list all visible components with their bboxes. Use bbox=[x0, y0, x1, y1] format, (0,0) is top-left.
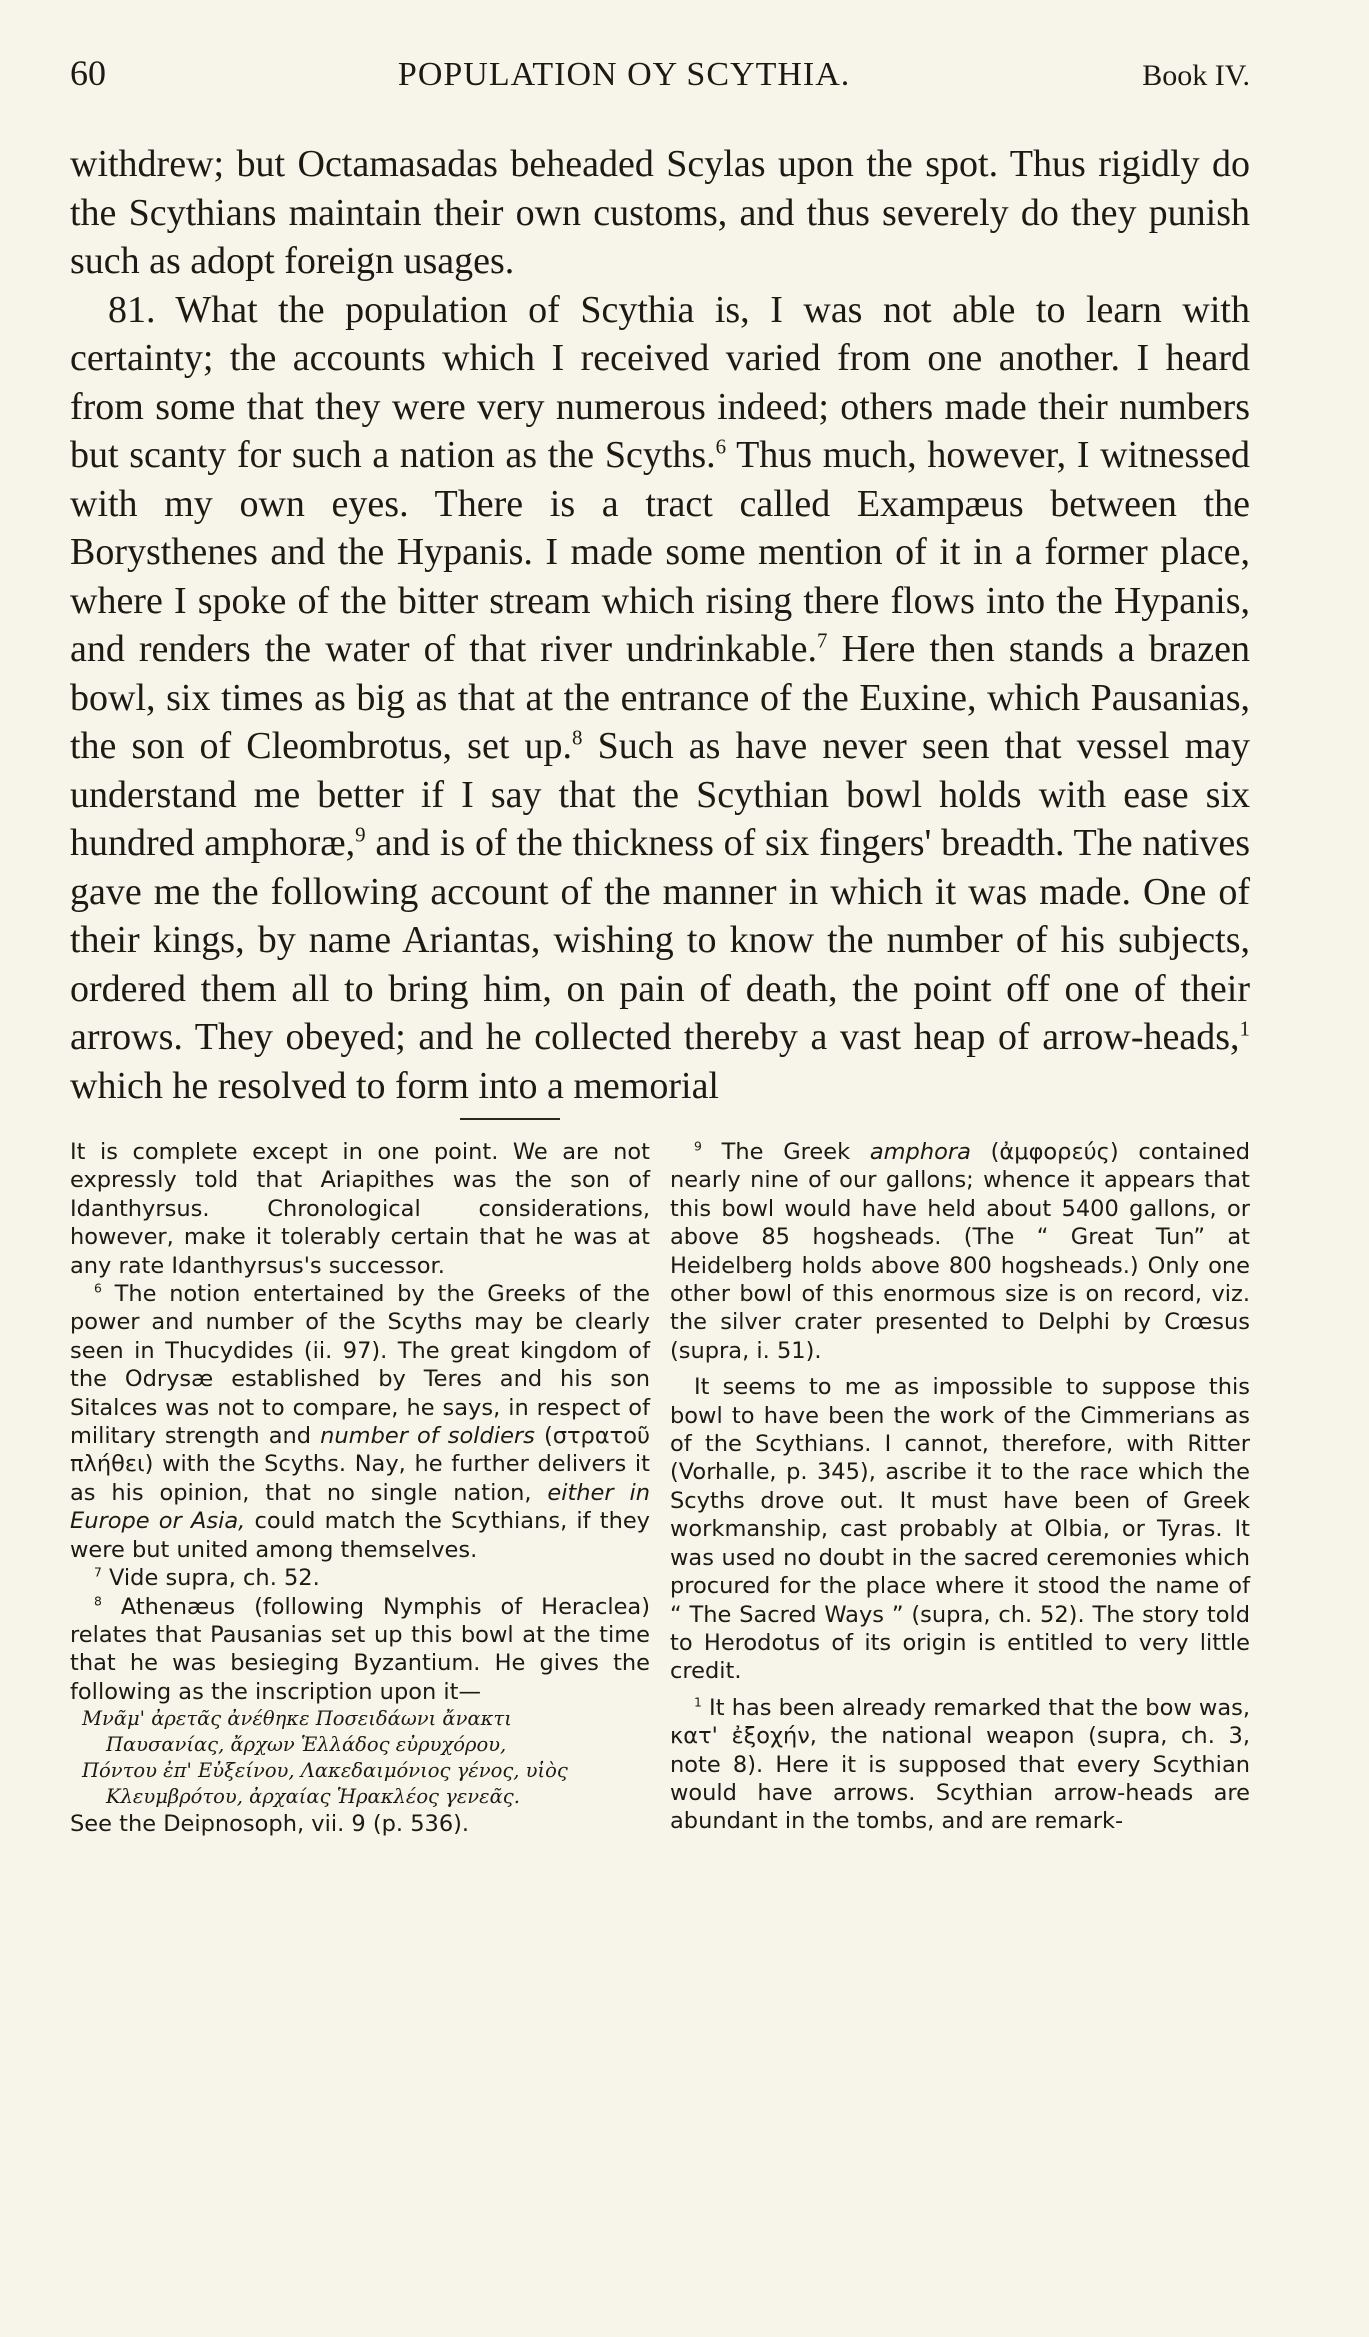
footnote-1 bbox=[670, 1694, 1250, 1836]
text-span: Here then stands a brazen bowl, six times as big as that at the entrance of the Euxine, which Pausanias, the son of Cleombrotus, set up. bbox=[70, 628, 1250, 767]
greek-line: Κλευμβρότου, ἀρχαίας Ἡρακλέος γενεᾶς. bbox=[106, 1785, 520, 1809]
page-number: 60 bbox=[70, 53, 106, 93]
text-span: Thus much, however, I witnessed with my own eyes. There is a tract called Exampæus between the Borysthenes and the Hypanis. I made some mention of it in a former place, where I spoke of the bitter stream which rising there flows into the Hypanis, and renders the water of that river undrinkable. bbox=[70, 434, 1250, 670]
footnote-8 bbox=[70, 1593, 650, 1707]
greek-line: Παυσανίας, ἄρχων Ἑλλάδος εὐρυχόρου, bbox=[106, 1733, 507, 1757]
page-header bbox=[70, 52, 1250, 112]
footnotes-left-column bbox=[70, 1138, 650, 1839]
text-span: Such as have never seen that vessel may understand me better if I say that the Scythian bowl holds with ease six hundred amphoræ, bbox=[70, 725, 1250, 864]
footnote-mark: 6 bbox=[94, 1281, 102, 1296]
footnote-divider bbox=[460, 1118, 560, 1120]
text-span: Athenæus (following Nymphis of Heraclea) relates that Pausanias set up this bowl at the time that he was besieging Byzantium. He gives the following as the inscription upon it— bbox=[70, 1593, 650, 1705]
main-text bbox=[70, 140, 1250, 1110]
text-span: (ἀμφορεύς) contained nearly nine of our gallons; whence it appears that this bowl would have held about 5400 gallons, or above 85 hogsheads. (The “ Great Tun” at Heidelberg holds above 800 hogsheads.) Only one other bowl of this enormous size is on record, viz. the silver crater presented to Delphi by Crœsus (supra, i. 51). bbox=[670, 1139, 1250, 1364]
footnote-ref-7: 7 bbox=[817, 628, 828, 653]
text-span: Vide supra, ch. 52. bbox=[101, 1565, 320, 1592]
footnote-mark: 7 bbox=[94, 1565, 102, 1580]
footnotes bbox=[70, 1138, 1250, 1839]
footnote-continuation: It is complete except in one point. We are not expressly told that Ariapithes was the son of Idanthyrsus. Chronological considerations, however, make it tolerably certain that he was at any rate Idanthyrsus's successor. bbox=[70, 1139, 650, 1279]
greek-inscription bbox=[70, 1706, 650, 1810]
paragraph-81 bbox=[70, 286, 1250, 1111]
text-span: 81. What the population of Scythia is, I was not able to learn with certainty; the accounts which I received varied from one another. I heard from some that they were very numerous indeed; others made their numbers but scanty for such a nation as the Scyths. bbox=[70, 288, 1250, 476]
text-span: The Greek bbox=[701, 1139, 870, 1165]
book-label: Book IV. bbox=[1142, 59, 1250, 92]
text-span: (στρατοῦ πλήθει) with the Scyths. Nay, he further delivers it as his opinion, that no single nation, bbox=[70, 1423, 650, 1506]
footnote-ref-9: 9 bbox=[355, 822, 366, 847]
footnotes-right-column bbox=[670, 1138, 1250, 1839]
footnote-ref-1: 1 bbox=[1239, 1016, 1250, 1041]
italic-span: number of soldiers bbox=[320, 1423, 535, 1450]
footnote-8-citation: See the Deipnosoph, vii. 9 (p. 536). bbox=[70, 1811, 470, 1838]
italic-span: either in Europe or Asia, bbox=[70, 1479, 650, 1535]
footnote-9-paragraph-2: It seems to me as impossible to suppose this bowl to have been the work of the Cimmerians as of the Scythians. I cannot, therefore, with Ritter (Vorhalle, p. 345), ascribe it to the race which the Scyths drove out. It must have been of Greek workmanship, cast probably at Olbia, or Tyras. It was used no doubt in the sacred ceremonies which procured for the place where it stood the name of “ The Sacred Ways ” (supra, ch. 52). The story told to Herodotus of its origin is entitled to very little credit. bbox=[670, 1374, 1250, 1685]
text-span: The notion entertained by the Greeks of the power and number of the Scyths may be clearly seen in Thucydides (ii. 97). The great kingdom of the Odrysæ established by Teres and his son Sitalces was not to compare, he says, in respect of military strength and bbox=[70, 1281, 650, 1450]
text-span: which he resolved to form into a memorial bbox=[70, 1064, 719, 1107]
italic-span: amphora bbox=[869, 1139, 971, 1165]
footnote-9 bbox=[670, 1138, 1250, 1365]
footnote-mark: 9 bbox=[694, 1139, 702, 1154]
text-span: and is of the thickness of six fingers' breadth. The natives gave me the following account of the manner in which it was made. One of their kings, by name Ariantas, wishing to know the number of his subjects, ordered them all to bring him, on pain of death, the point off one of their arrows. They obeyed; and he collected thereby a vast heap of arrow-heads, bbox=[70, 822, 1250, 1058]
footnote-6 bbox=[70, 1280, 650, 1564]
text-span: It has been already remarked that the bow was, κατ' ἐξοχήν, the national weapon (supra, ch. 3, note 8). Here it is supposed that every Scythian would have arrows. Scythian arrow-heads are abundant in the tombs, and are remark- bbox=[670, 1694, 1250, 1835]
footnote-ref-8: 8 bbox=[572, 725, 583, 750]
greek-line: Πόντου ἐπ' Εὐξείνου, Λακεδαιμόνιος γένος, υἱὸς bbox=[82, 1759, 568, 1783]
footnote-mark: 1 bbox=[694, 1695, 702, 1710]
text-span: could match the Scythians, if they were but united among themselves. bbox=[70, 1508, 650, 1563]
footnote-mark: 8 bbox=[94, 1594, 102, 1608]
footnote-ref-6: 6 bbox=[715, 434, 727, 459]
greek-line: Μνᾶμ' ἀρετᾶς ἀνέθηκε Ποσειδάωνι ἄνακτι bbox=[82, 1707, 512, 1731]
paragraph-1: withdrew; but Octamasadas beheaded Scylas upon the spot. Thus rigidly do the Scythians maintain their own customs, and thus severely do they punish such as adopt foreign usages. bbox=[70, 143, 1250, 282]
book-page bbox=[70, 52, 1250, 1839]
running-title: POPULATION OY SCYTHIA. bbox=[397, 56, 851, 93]
footnote-7 bbox=[70, 1564, 650, 1592]
